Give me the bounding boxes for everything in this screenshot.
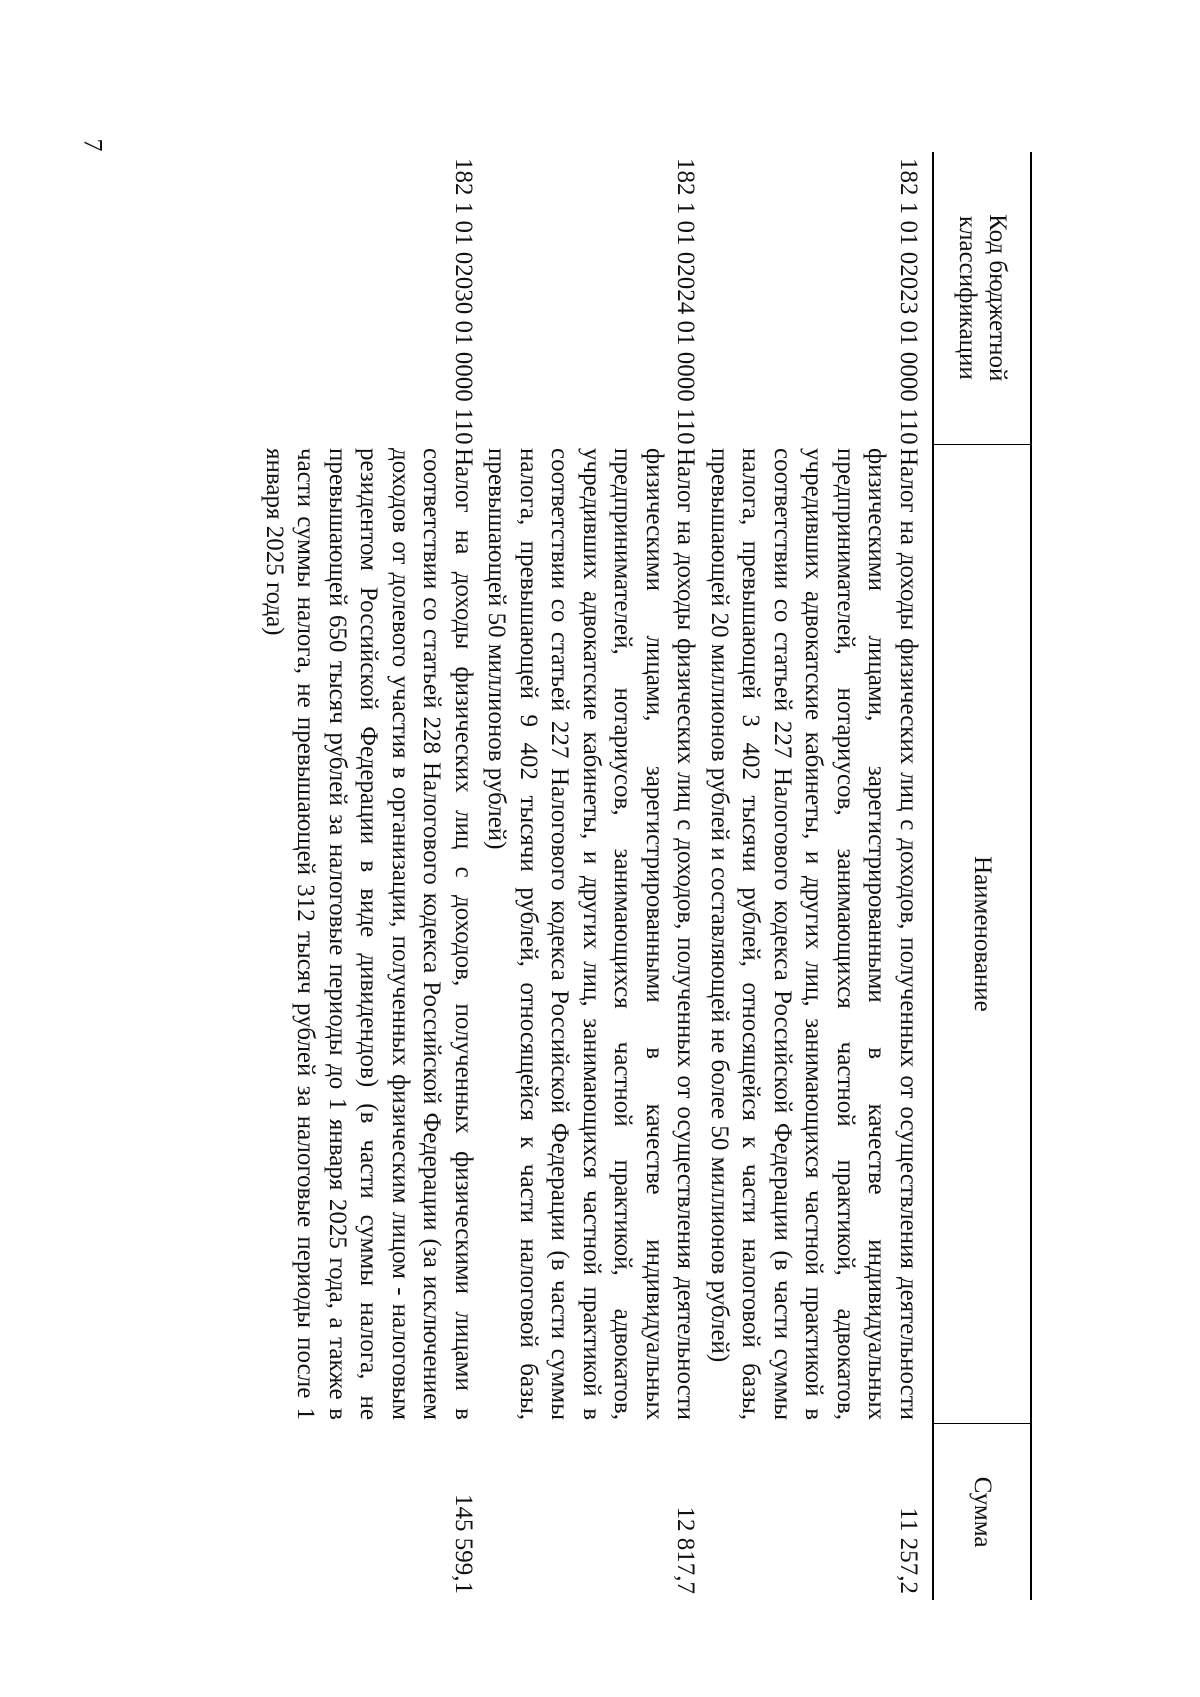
table-row bbox=[259, 152, 482, 1600]
table-header bbox=[932, 152, 1032, 1600]
row-sum: 11 257,2 bbox=[895, 1507, 922, 1594]
header-sum: Сумма bbox=[969, 1476, 996, 1548]
row-code: 182 1 01 02023 01 0000 110 bbox=[895, 158, 922, 445]
header-code bbox=[934, 152, 1030, 444]
row-code: 182 1 01 02024 01 0000 110 bbox=[672, 158, 700, 445]
row-sum: 12 817,7 bbox=[672, 1506, 700, 1594]
table-row bbox=[704, 152, 933, 1600]
budget-table bbox=[259, 152, 1033, 1600]
row-name: Налог на доходы физических лиц с доходов, полученных физическими лицами в соответствии со статьей 228 Налогового кодекса Российской Федерации (за исключением доходов от долевого участия в организации, полученных физическим лицом - налоговым резидентом Российской Федерации в виде дивидендов) (в части суммы налога, не превышающей 650 тысяч рублей за налоговые периоды до 1 января 2025 года, а также в части суммы налога, не превышающей 312 тысяч рублей за налоговые периоды после 1 января 2025 года) bbox=[261, 448, 477, 1420]
row-name: Налог на доходы физических лиц с доходов, полученных от осуществления деятельности физическими лицами, зарегистрированными в качестве индивидуальных предпринимателей, нотариусов, занимающихся частной практикой, адвокатов, учредивших адвокатские кабинеты, и других лиц, занимающихся частной практикой в соответствии со статьей 227 Налогового кодекса Российской Федерации (в части суммы налога, превышающей 9 402 тысячи рублей, относящейся к части налоговой базы, превышающей 50 миллионов рублей) bbox=[483, 448, 700, 1420]
header-code-line2: классификации bbox=[954, 215, 981, 380]
header-code-line1: Код бюджетной bbox=[984, 214, 1011, 382]
row-sum: 145 599,1 bbox=[450, 1494, 477, 1594]
header-name: Наименование bbox=[934, 444, 1030, 1425]
rotated-table-region bbox=[152, 152, 1032, 1600]
row-code: 182 1 01 02030 01 0000 110 bbox=[450, 158, 477, 445]
page-number: 7 bbox=[78, 138, 108, 152]
table-row bbox=[481, 152, 704, 1600]
row-name: Налог на доходы физических лиц с доходов, полученных от осуществления деятельности физическими лицами, зарегистрированными в качестве индивидуальных предпринимателей, нотариусов, занимающихся частной практикой, адвокатов, учредивших адвокатские кабинеты, и других лиц, занимающихся частной практикой в соответствии со статьей 227 Налогового кодекса Российской Федерации (в части суммы налога, превышающей 3 402 тысячи рублей, относящейся к части налоговой базы, превышающей 20 миллионов рублей и составляющей не более 50 миллионов рублей) bbox=[706, 448, 922, 1420]
